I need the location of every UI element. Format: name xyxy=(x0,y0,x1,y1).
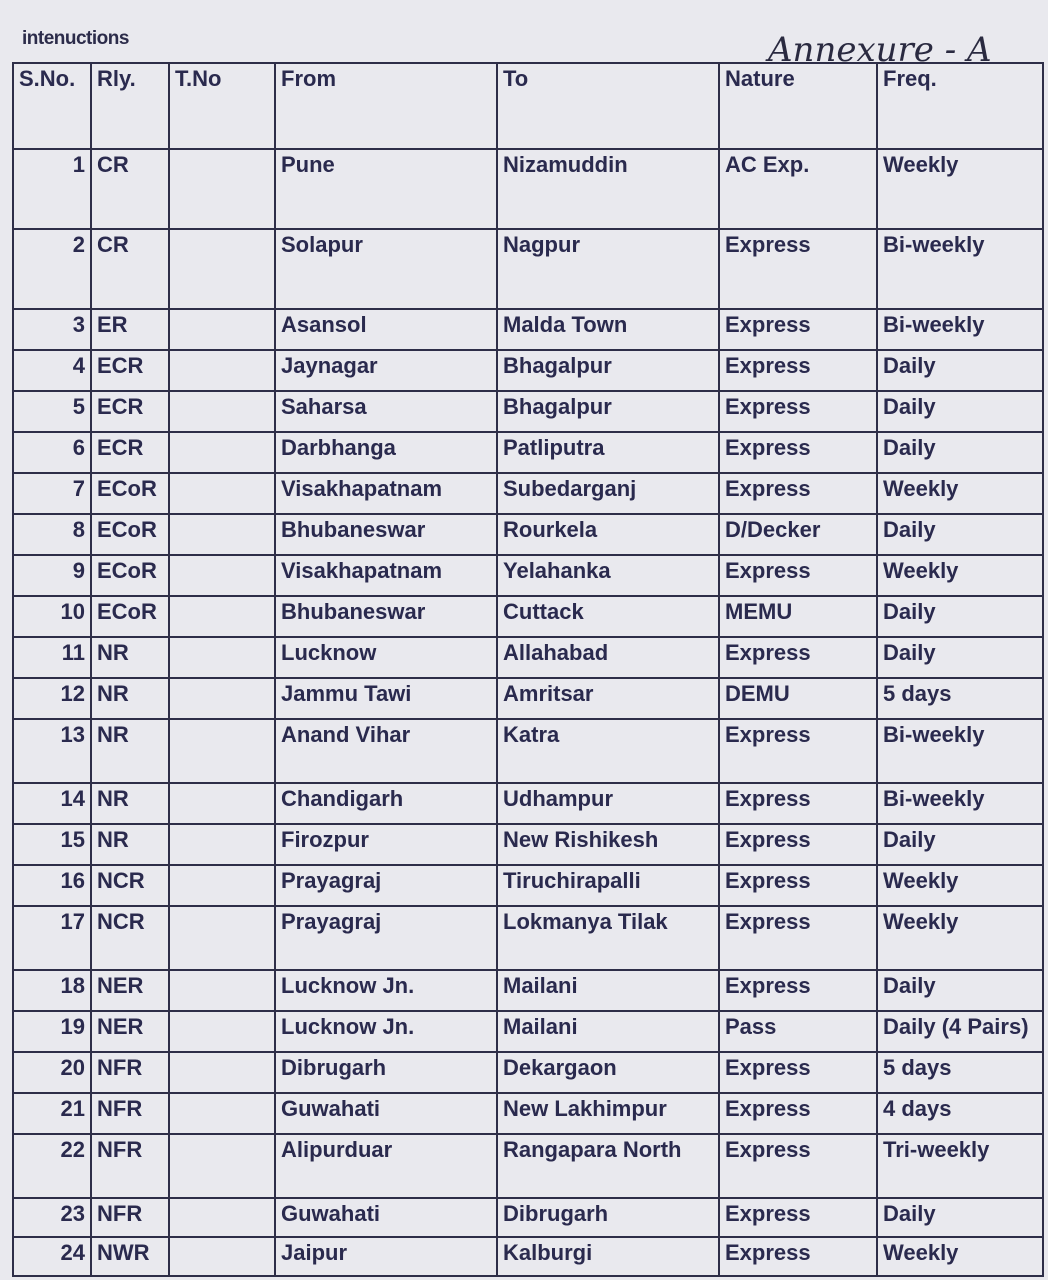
table-row xyxy=(13,1093,1043,1134)
cell-sno: 12 xyxy=(13,678,91,719)
cell-from: Guwahati xyxy=(275,1198,497,1237)
cell-freq: Weekly xyxy=(877,473,1043,514)
table-row xyxy=(13,1134,1043,1198)
annexure-label: Annexure - A xyxy=(768,30,992,70)
cell-sno: 20 xyxy=(13,1052,91,1093)
table-row xyxy=(13,555,1043,596)
cell-tno xyxy=(169,555,275,596)
cell-nature: Express xyxy=(719,432,877,473)
cell-nature: Pass xyxy=(719,1011,877,1052)
cell-rly: CR xyxy=(91,149,169,229)
cell-nature: Express xyxy=(719,783,877,824)
cell-tno xyxy=(169,970,275,1011)
cell-to: Cuttack xyxy=(497,596,719,637)
cell-freq: Daily xyxy=(877,970,1043,1011)
cell-tno xyxy=(169,1011,275,1052)
cell-nature: DEMU xyxy=(719,678,877,719)
table-row xyxy=(13,309,1043,350)
table-row xyxy=(13,1011,1043,1052)
cell-freq: Weekly xyxy=(877,865,1043,906)
cell-rly: ECoR xyxy=(91,514,169,555)
cell-rly: CR xyxy=(91,229,169,309)
cell-nature: Express xyxy=(719,1052,877,1093)
cell-tno xyxy=(169,783,275,824)
table-row xyxy=(13,473,1043,514)
table-row xyxy=(13,865,1043,906)
cell-rly: ECoR xyxy=(91,555,169,596)
cell-to: Mailani xyxy=(497,1011,719,1052)
table-row xyxy=(13,391,1043,432)
table-row xyxy=(13,678,1043,719)
cell-sno: 1 xyxy=(13,149,91,229)
cell-sno: 6 xyxy=(13,432,91,473)
cell-from: Lucknow xyxy=(275,637,497,678)
cell-nature: Express xyxy=(719,970,877,1011)
cell-to: Rourkela xyxy=(497,514,719,555)
cell-nature: Express xyxy=(719,1198,877,1237)
cell-sno: 19 xyxy=(13,1011,91,1052)
cell-rly: NR xyxy=(91,678,169,719)
cell-nature: Express xyxy=(719,865,877,906)
cell-from: Asansol xyxy=(275,309,497,350)
cell-from: Bhubaneswar xyxy=(275,514,497,555)
cell-from: Saharsa xyxy=(275,391,497,432)
cell-to: Nagpur xyxy=(497,229,719,309)
cell-to: Rangapara North xyxy=(497,1134,719,1198)
cell-from: Visakhapatnam xyxy=(275,473,497,514)
cell-sno: 23 xyxy=(13,1198,91,1237)
cell-to: Nizamuddin xyxy=(497,149,719,229)
table-row xyxy=(13,350,1043,391)
cell-from: Solapur xyxy=(275,229,497,309)
cell-tno xyxy=(169,678,275,719)
cell-freq: Bi-weekly xyxy=(877,719,1043,783)
cell-tno xyxy=(169,1134,275,1198)
train-table xyxy=(12,62,1044,1277)
table-row xyxy=(13,1052,1043,1093)
header-from: From xyxy=(275,63,497,149)
cell-from: Jammu Tawi xyxy=(275,678,497,719)
cell-rly: NER xyxy=(91,1011,169,1052)
cell-nature: Express xyxy=(719,229,877,309)
table-row xyxy=(13,229,1043,309)
cell-freq: Daily xyxy=(877,391,1043,432)
cell-freq: Daily xyxy=(877,1198,1043,1237)
cell-sno: 8 xyxy=(13,514,91,555)
cell-freq: Weekly xyxy=(877,1237,1043,1276)
cell-sno: 2 xyxy=(13,229,91,309)
cell-nature: Express xyxy=(719,391,877,432)
cell-to: New Lakhimpur xyxy=(497,1093,719,1134)
cell-tno xyxy=(169,865,275,906)
cell-to: Dekargaon xyxy=(497,1052,719,1093)
cell-sno: 17 xyxy=(13,906,91,970)
cell-from: Anand Vihar xyxy=(275,719,497,783)
cell-tno xyxy=(169,514,275,555)
cell-from: Guwahati xyxy=(275,1093,497,1134)
cell-rly: ECoR xyxy=(91,596,169,637)
cell-freq: Daily xyxy=(877,514,1043,555)
cell-to: Lokmanya Tilak xyxy=(497,906,719,970)
cell-sno: 13 xyxy=(13,719,91,783)
cell-to: Yelahanka xyxy=(497,555,719,596)
cell-to: Katra xyxy=(497,719,719,783)
cell-nature: Express xyxy=(719,1134,877,1198)
cell-sno: 24 xyxy=(13,1237,91,1276)
cell-to: Malda Town xyxy=(497,309,719,350)
cell-to: Udhampur xyxy=(497,783,719,824)
cell-freq: Bi-weekly xyxy=(877,309,1043,350)
cell-rly: NR xyxy=(91,783,169,824)
cell-to: Subedarganj xyxy=(497,473,719,514)
cell-freq: 5 days xyxy=(877,678,1043,719)
cell-sno: 9 xyxy=(13,555,91,596)
cell-to: Allahabad xyxy=(497,637,719,678)
page-heading: intenuctions xyxy=(22,28,129,49)
table-row xyxy=(13,719,1043,783)
cell-to: Dibrugarh xyxy=(497,1198,719,1237)
cell-freq: Daily xyxy=(877,824,1043,865)
cell-rly: ECR xyxy=(91,391,169,432)
cell-freq: Daily xyxy=(877,596,1043,637)
cell-from: Jaynagar xyxy=(275,350,497,391)
cell-from: Alipurduar xyxy=(275,1134,497,1198)
cell-rly: NFR xyxy=(91,1134,169,1198)
table-row xyxy=(13,149,1043,229)
cell-to: Tiruchirapalli xyxy=(497,865,719,906)
cell-nature: Express xyxy=(719,719,877,783)
cell-freq: Bi-weekly xyxy=(877,783,1043,824)
cell-from: Lucknow Jn. xyxy=(275,970,497,1011)
cell-nature: Express xyxy=(719,309,877,350)
cell-rly: NCR xyxy=(91,865,169,906)
cell-to: Bhagalpur xyxy=(497,391,719,432)
header-to: To xyxy=(497,63,719,149)
cell-to: Kalburgi xyxy=(497,1237,719,1276)
header-freq: Freq. xyxy=(877,63,1043,149)
cell-rly: ECoR xyxy=(91,473,169,514)
cell-freq: Weekly xyxy=(877,555,1043,596)
cell-freq: 4 days xyxy=(877,1093,1043,1134)
cell-from: Visakhapatnam xyxy=(275,555,497,596)
cell-freq: Daily (4 Pairs) xyxy=(877,1011,1043,1052)
cell-tno xyxy=(169,637,275,678)
cell-tno xyxy=(169,350,275,391)
cell-rly: NR xyxy=(91,637,169,678)
cell-tno xyxy=(169,1093,275,1134)
cell-freq: Daily xyxy=(877,432,1043,473)
cell-tno xyxy=(169,1052,275,1093)
table-row xyxy=(13,637,1043,678)
cell-sno: 10 xyxy=(13,596,91,637)
cell-sno: 18 xyxy=(13,970,91,1011)
cell-rly: ER xyxy=(91,309,169,350)
cell-freq: Daily xyxy=(877,637,1043,678)
table-row xyxy=(13,432,1043,473)
cell-from: Prayagraj xyxy=(275,865,497,906)
cell-sno: 11 xyxy=(13,637,91,678)
table-header-row xyxy=(13,63,1043,149)
cell-rly: NER xyxy=(91,970,169,1011)
cell-freq: Daily xyxy=(877,350,1043,391)
cell-tno xyxy=(169,1198,275,1237)
header-rly: Rly. xyxy=(91,63,169,149)
cell-nature: Express xyxy=(719,1237,877,1276)
cell-from: Prayagraj xyxy=(275,906,497,970)
cell-to: Patliputra xyxy=(497,432,719,473)
table-row xyxy=(13,824,1043,865)
cell-tno xyxy=(169,309,275,350)
cell-tno xyxy=(169,906,275,970)
cell-to: Mailani xyxy=(497,970,719,1011)
table-row xyxy=(13,1237,1043,1276)
cell-from: Pune xyxy=(275,149,497,229)
cell-nature: MEMU xyxy=(719,596,877,637)
cell-tno xyxy=(169,149,275,229)
cell-nature: Express xyxy=(719,1093,877,1134)
cell-to: New Rishikesh xyxy=(497,824,719,865)
cell-tno xyxy=(169,432,275,473)
cell-rly: NCR xyxy=(91,906,169,970)
table-row xyxy=(13,1198,1043,1237)
cell-to: Amritsar xyxy=(497,678,719,719)
cell-sno: 3 xyxy=(13,309,91,350)
header-nature: Nature xyxy=(719,63,877,149)
cell-to: Bhagalpur xyxy=(497,350,719,391)
cell-nature: Express xyxy=(719,637,877,678)
cell-rly: NFR xyxy=(91,1198,169,1237)
cell-from: Jaipur xyxy=(275,1237,497,1276)
cell-nature: AC Exp. xyxy=(719,149,877,229)
cell-rly: NFR xyxy=(91,1052,169,1093)
cell-sno: 5 xyxy=(13,391,91,432)
cell-from: Darbhanga xyxy=(275,432,497,473)
table-row xyxy=(13,906,1043,970)
cell-tno xyxy=(169,719,275,783)
cell-freq: Weekly xyxy=(877,149,1043,229)
cell-nature: Express xyxy=(719,555,877,596)
cell-freq: Tri-weekly xyxy=(877,1134,1043,1198)
cell-sno: 21 xyxy=(13,1093,91,1134)
cell-from: Bhubaneswar xyxy=(275,596,497,637)
cell-sno: 16 xyxy=(13,865,91,906)
cell-sno: 7 xyxy=(13,473,91,514)
cell-rly: NFR xyxy=(91,1093,169,1134)
cell-rly: ECR xyxy=(91,432,169,473)
header-sno: S.No. xyxy=(13,63,91,149)
cell-rly: NR xyxy=(91,719,169,783)
cell-tno xyxy=(169,1237,275,1276)
cell-from: Dibrugarh xyxy=(275,1052,497,1093)
cell-from: Lucknow Jn. xyxy=(275,1011,497,1052)
cell-nature: Express xyxy=(719,906,877,970)
cell-from: Firozpur xyxy=(275,824,497,865)
cell-rly: ECR xyxy=(91,350,169,391)
cell-sno: 15 xyxy=(13,824,91,865)
cell-freq: Bi-weekly xyxy=(877,229,1043,309)
cell-freq: 5 days xyxy=(877,1052,1043,1093)
table-row xyxy=(13,970,1043,1011)
cell-tno xyxy=(169,473,275,514)
cell-nature: Express xyxy=(719,824,877,865)
cell-sno: 4 xyxy=(13,350,91,391)
cell-tno xyxy=(169,229,275,309)
table-row xyxy=(13,783,1043,824)
cell-tno xyxy=(169,596,275,637)
cell-tno xyxy=(169,824,275,865)
cell-rly: NWR xyxy=(91,1237,169,1276)
table-row xyxy=(13,514,1043,555)
cell-nature: Express xyxy=(719,473,877,514)
cell-nature: D/Decker xyxy=(719,514,877,555)
cell-from: Chandigarh xyxy=(275,783,497,824)
cell-nature: Express xyxy=(719,350,877,391)
cell-rly: NR xyxy=(91,824,169,865)
header-tno: T.No xyxy=(169,63,275,149)
cell-sno: 14 xyxy=(13,783,91,824)
table-row xyxy=(13,596,1043,637)
cell-sno: 22 xyxy=(13,1134,91,1198)
cell-freq: Weekly xyxy=(877,906,1043,970)
cell-tno xyxy=(169,391,275,432)
